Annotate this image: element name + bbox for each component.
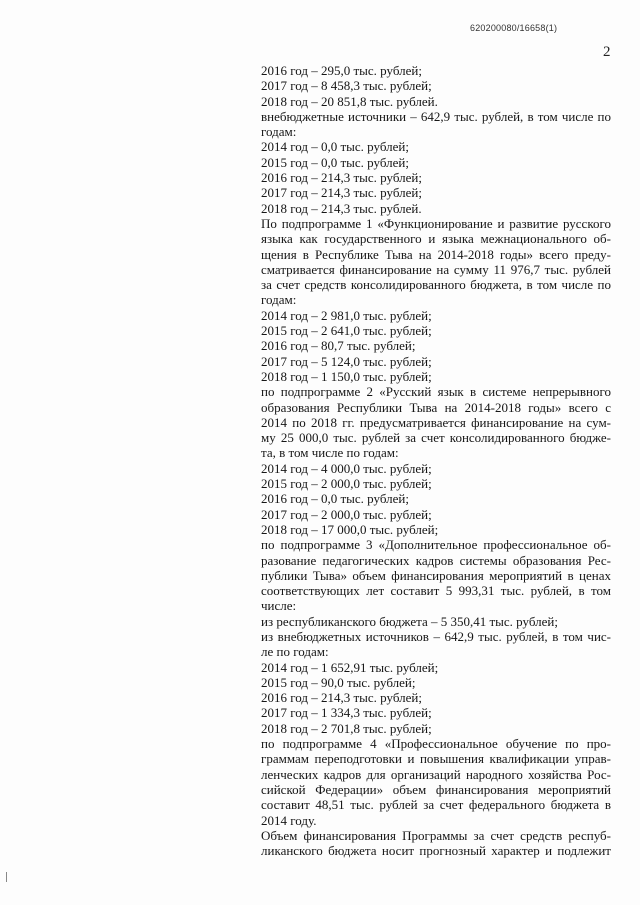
- text-line: годам:: [261, 292, 297, 308]
- text-line: языка как государственного и языка межнационального об-: [261, 231, 611, 247]
- text-line: составит 48,51 тыс. рублей за счет федерального бюджета в: [261, 797, 611, 813]
- text-line: ликанского бюджета носит прогнозный характер и подлежит: [261, 843, 611, 859]
- text-line: публики Тыва» объем финансирования мероприятий в ценах: [261, 567, 611, 583]
- text-line: из внебюджетных источников – 642,9 тыс. рублей, в том чис-: [261, 628, 611, 644]
- text-line: 2018 год – 2 701,8 тыс. рублей;: [261, 720, 432, 736]
- text-line: му 25 000,0 тыс. рублей за счет консолидированного бюдже-: [261, 430, 611, 446]
- text-line: 2014 год – 4 000,0 тыс. рублей;: [261, 460, 432, 476]
- text-line: по подпрограмме 3 «Дополнительное профессиональное об-: [261, 537, 611, 553]
- text-line: числе:: [261, 598, 297, 614]
- text-line: 2016 год – 214,3 тыс. рублей;: [261, 690, 422, 706]
- text-line: 2014 году.: [261, 812, 317, 828]
- text-line: 2017 год – 8 458,3 тыс. рублей;: [261, 78, 432, 94]
- text-line: ленческих кадров для организаций народного хозяйства Рос-: [261, 766, 611, 782]
- text-line: разование педагогических кадров системы образования Рес-: [261, 552, 611, 568]
- text-line: годам:: [261, 124, 297, 140]
- text-line: внебюджетные источники – 642,9 тыс. рублей, в том числе по: [261, 108, 611, 124]
- text-line: соответствующих лет составит 5 993,31 тыс. рублей, в том: [261, 583, 611, 599]
- text-line: 2018 год – 1 150,0 тыс. рублей;: [261, 368, 432, 384]
- text-line: из республиканского бюджета – 5 350,41 тыс. рублей;: [261, 613, 558, 629]
- text-line: щения в Республике Тыва на 2014-2018 годы» всего преду-: [261, 246, 611, 262]
- page-number: 2: [603, 44, 611, 60]
- text-line: 2014 год – 0,0 тыс. рублей;: [261, 139, 409, 155]
- text-line: ле по годам:: [261, 644, 329, 660]
- text-line: по подпрограмме 2 «Русский язык в системе непрерывного: [261, 384, 611, 400]
- scan-edge-mark: [6, 872, 7, 882]
- text-line: 2018 год – 20 851,8 тыс. рублей.: [261, 93, 438, 109]
- text-line: По подпрограмме 1 «Функционирование и развитие русского: [261, 215, 611, 231]
- text-line: сийской Федерации» объем финансирования мероприятий: [261, 781, 611, 797]
- text-line: 2017 год – 2 000,0 тыс. рублей;: [261, 506, 432, 522]
- text-line: 2015 год – 2 641,0 тыс. рублей;: [261, 323, 432, 339]
- text-line: за счет средств консолидированного бюджета, в том числе по: [261, 277, 611, 293]
- text-line: 2015 год – 90,0 тыс. рублей;: [261, 674, 416, 690]
- text-line: 2017 год – 1 334,3 тыс. рублей;: [261, 705, 432, 721]
- text-line: 2014 год – 2 981,0 тыс. рублей;: [261, 307, 432, 323]
- text-line: 2016 год – 214,3 тыс. рублей;: [261, 170, 422, 186]
- text-line: та, в том числе по годам:: [261, 445, 399, 461]
- text-line: 2016 год – 0,0 тыс. рублей;: [261, 491, 409, 507]
- text-line: 2015 год – 2 000,0 тыс. рублей;: [261, 476, 432, 492]
- text-line: 2014 по 2018 гг. предусматривается финансирование на сум-: [261, 414, 611, 430]
- text-line: 2015 год – 0,0 тыс. рублей;: [261, 154, 409, 170]
- text-line: 2017 год – 5 124,0 тыс. рублей;: [261, 353, 432, 369]
- text-line: 2016 год – 295,0 тыс. рублей;: [261, 63, 422, 78]
- text-line: сматривается финансирование на сумму 11 976,7 тыс. рублей: [261, 261, 611, 277]
- text-line: Объем финансирования Программы за счет средств респуб-: [261, 827, 611, 843]
- text-line: 2016 год – 80,7 тыс. рублей;: [261, 338, 416, 354]
- document-body: [261, 63, 611, 858]
- text-line: 2018 год – 17 000,0 тыс. рублей;: [261, 521, 439, 537]
- document-id: 620200080/16658(1): [470, 23, 558, 33]
- text-line: 2017 год – 214,3 тыс. рублей;: [261, 185, 422, 201]
- text-line: 2014 год – 1 652,91 тыс. рублей;: [261, 659, 439, 675]
- text-line: образования Республики Тыва на 2014-2018 годы» всего с: [261, 399, 611, 415]
- text-line: по подпрограмме 4 «Профессиональное обучение по про-: [261, 736, 611, 752]
- text-line: 2018 год – 214,3 тыс. рублей.: [261, 200, 422, 216]
- text-line: граммам переподготовки и повышения квалификации управ-: [261, 751, 611, 767]
